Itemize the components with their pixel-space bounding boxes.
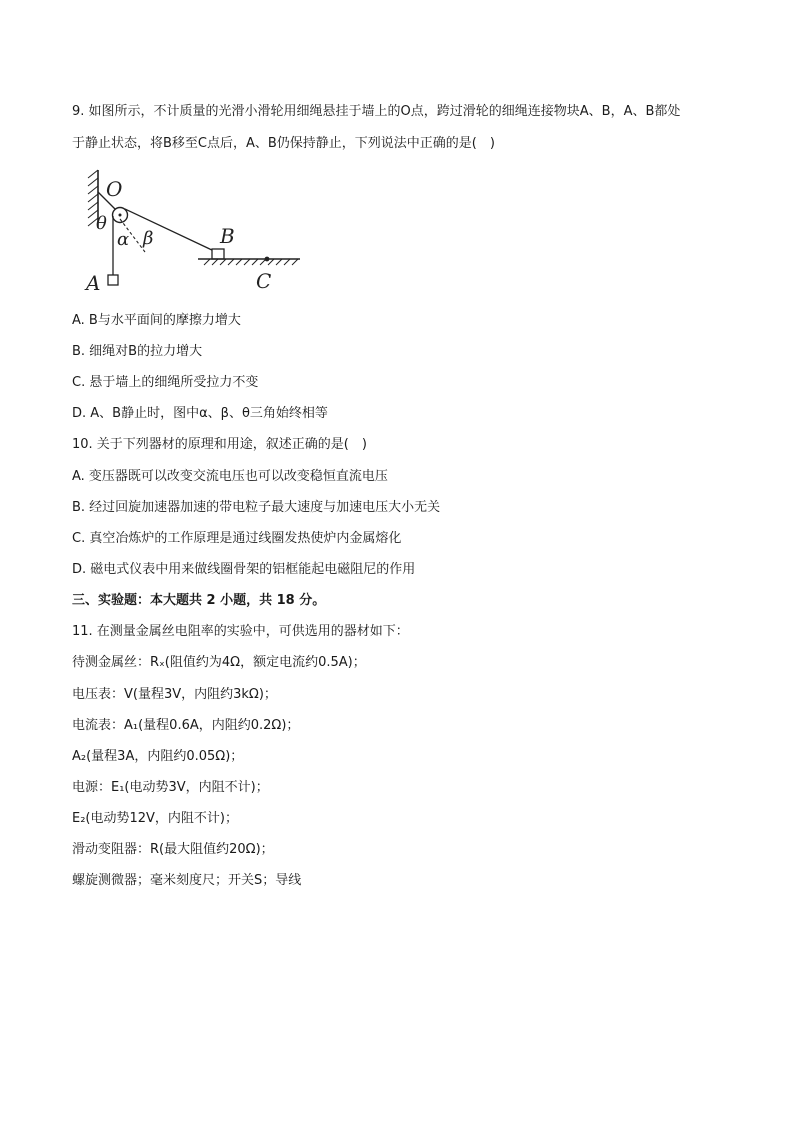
q9-option-d: D. A、B静止时，图中α、β、θ三角始终相等 (72, 406, 328, 421)
ground-hatch (204, 259, 298, 265)
q9-stem-line2: 于静止状态，将B移至C点后，A、B仍保持静止，下列说法中正确的是( ) (72, 136, 495, 151)
rope-to-b (125, 209, 214, 251)
pulley-diagram-svg (80, 164, 310, 296)
q11-item-tools: 螺旋测微器；毫米刻度尺；开关S；导线 (72, 873, 302, 888)
q11-item-source-e1: 电源：E₁(电动势3V，内阻不计)； (72, 780, 269, 795)
q11-item-rx: 待测金属丝：Rₓ(阻值约为4Ω，额定电流约0.5A)； (72, 655, 366, 670)
q10-option-d: D. 磁电式仪表中用来做线圈骨架的铝框能起电磁阻尼的作用 (72, 562, 416, 577)
label-c: C (256, 269, 272, 293)
label-beta: β (143, 228, 154, 249)
point-c (265, 257, 270, 262)
q11-item-source-e2: E₂(电动势12V，内阻不计)； (72, 811, 239, 826)
q10-option-c: C. 真空冶炼炉的工作原理是通过线圈发热使炉内金属熔化 (72, 531, 402, 546)
q11-item-ammeter-a1: 电流表：A₁(量程0.6A，内阻约0.2Ω)； (72, 718, 300, 733)
q9-option-b: B. 细绳对B的拉力增大 (72, 344, 203, 359)
section3-heading: 三、实验题：本大题共 2 小题，共 18 分。 (72, 593, 326, 608)
pulley-axle (119, 214, 122, 217)
q11-item-voltmeter: 电压表：V(量程3V，内阻约3kΩ)； (72, 687, 277, 702)
q9-pulley-figure (80, 164, 310, 296)
q10-option-b: B. 经过回旋加速器加速的带电粒子最大速度与加速电压大小无关 (72, 500, 441, 515)
block-a (108, 275, 118, 285)
label-theta: θ (96, 213, 107, 234)
label-b: B (220, 224, 235, 248)
q10-option-a: A. 变压器既可以改变交流电压也可以改变稳恒直流电压 (72, 469, 388, 484)
label-alpha: α (117, 229, 130, 250)
q9-stem-line1: 9. 如图所示，不计质量的光滑小滑轮用细绳悬挂于墙上的O点，跨过滑轮的细绳连接物块A、B，A、B都处 (72, 104, 681, 119)
q11-item-ammeter-a2: A₂(量程3A，内阻约0.05Ω)； (72, 749, 244, 764)
block-b (212, 249, 224, 259)
q10-stem: 10. 关于下列器材的原理和用途，叙述正确的是( ) (72, 437, 367, 452)
q11-stem: 11. 在测量金属丝电阻率的实验中，可供选用的器材如下： (72, 624, 409, 639)
label-o: O (106, 177, 123, 201)
q9-option-a: A. B与水平面间的摩擦力增大 (72, 313, 241, 328)
label-a: A (86, 271, 101, 295)
q11-item-rheostat: 滑动变阻器：R(最大阻值约20Ω)； (72, 842, 274, 857)
q9-option-c: C. 悬于墙上的细绳所受拉力不变 (72, 375, 259, 390)
